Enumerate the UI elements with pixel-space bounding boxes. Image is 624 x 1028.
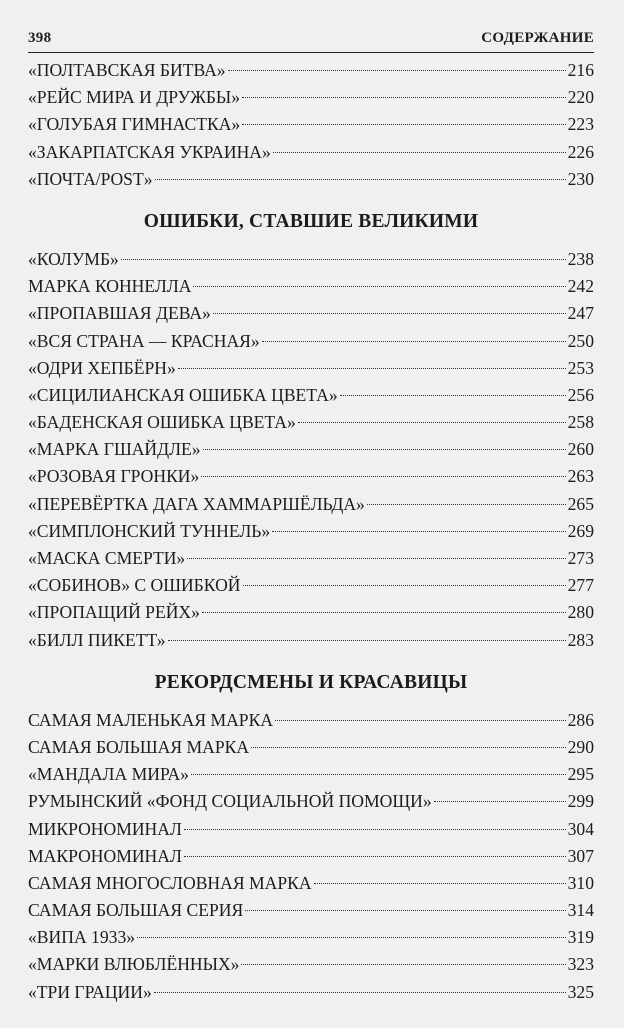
entry-title: «БАДЕНСКАЯ ОШИБКА ЦВЕТА» <box>28 412 296 433</box>
entry-title: «ВИПА 1933» <box>28 927 136 948</box>
section-heading: РЕКОРДСМЕНЫ И КРАСАВИЦЫ <box>154 671 468 693</box>
entry-title: «ПРОПАВШАЯ ДЕВА» <box>28 303 211 324</box>
toc-entry[interactable] <box>28 57 594 84</box>
dot-leader <box>228 70 566 71</box>
entry-page-number: 269 <box>567 520 594 541</box>
entry-page-number: 280 <box>567 602 594 623</box>
dot-leader <box>168 640 566 641</box>
toc-entry[interactable] <box>28 111 594 138</box>
entry-page-number: 273 <box>567 548 594 568</box>
entry-page-number: 299 <box>567 791 594 812</box>
entry-title: «БИЛЛ ПИКЕТТ» <box>28 629 166 650</box>
dot-leader <box>340 395 566 396</box>
entry-page-number: 277 <box>567 575 594 596</box>
toc-entry[interactable] <box>28 599 594 626</box>
dot-leader <box>193 286 565 287</box>
entry-title: «ЗАКАРПАТСКАЯ УКРАИНА» <box>28 141 271 162</box>
dot-leader <box>137 937 566 938</box>
toc-entry[interactable] <box>28 300 594 327</box>
entry-page-number: 256 <box>567 384 594 405</box>
dot-leader <box>213 313 566 314</box>
toc-entry[interactable] <box>28 491 594 518</box>
entry-title: «МАРКИ ВЛЮБЛЁННЫХ» <box>28 954 240 975</box>
entry-title: САМАЯ МНОГОСЛОВНАЯ МАРКА <box>28 872 312 893</box>
entry-title: «МАНДАЛА МИРА» <box>28 764 189 785</box>
entry-title: «ОДРИ ХЕПБЁРН» <box>28 357 176 378</box>
dot-leader <box>262 341 566 342</box>
entry-page-number: 263 <box>567 466 594 487</box>
dot-leader <box>191 774 566 775</box>
entry-page-number: 304 <box>567 818 594 839</box>
dot-leader <box>201 476 565 477</box>
entry-page-number: 283 <box>567 629 594 650</box>
toc-entry[interactable] <box>28 707 594 734</box>
toc-entry[interactable] <box>28 870 594 897</box>
toc-entry[interactable] <box>28 924 594 951</box>
dot-leader <box>243 585 566 586</box>
dot-leader <box>154 992 566 993</box>
entry-page-number: 216 <box>567 60 594 80</box>
entry-page-number: 242 <box>567 276 594 297</box>
entry-page-number: 323 <box>567 954 594 975</box>
dot-leader <box>203 449 566 450</box>
dot-leader <box>272 531 565 532</box>
toc-entry[interactable] <box>28 139 594 166</box>
dot-leader <box>275 720 566 721</box>
entry-title: «СИЦИЛИАНСКАЯ ОШИБКА ЦВЕТА» <box>28 384 338 405</box>
entry-title: «КОЛУМБ» <box>28 248 119 269</box>
dot-leader <box>184 856 566 857</box>
toc-entry[interactable] <box>28 734 594 761</box>
toc-entry[interactable] <box>28 979 594 1006</box>
entry-page-number: 295 <box>567 764 594 785</box>
entry-title: РУМЫНСКИЙ «ФОНД СОЦИАЛЬНОЙ ПОМОЩИ» <box>28 791 432 812</box>
dot-leader <box>434 801 566 802</box>
dot-leader <box>187 558 565 559</box>
entry-title: САМАЯ БОЛЬШАЯ МАРКА <box>28 736 250 757</box>
toc-entry[interactable] <box>28 951 594 978</box>
dot-leader <box>298 422 566 423</box>
entry-title: «ВСЯ СТРАНА — КРАСНАЯ» <box>28 330 260 351</box>
entry-page-number: 260 <box>567 439 594 460</box>
entry-title: САМАЯ МАЛЕНЬКАЯ МАРКА <box>28 709 274 730</box>
entry-title: «СОБИНОВ» С ОШИБКОЙ <box>28 575 241 596</box>
entry-title: «ПЕРЕВЁРТКА ДАГА ХАММАРШЁЛЬДА» <box>28 493 365 514</box>
entry-page-number: 226 <box>567 141 594 162</box>
header-rule <box>28 52 594 53</box>
entry-title: «ГОЛУБАЯ ГИМНАСТКА» <box>28 114 241 135</box>
dot-leader <box>121 259 566 260</box>
toc-entry[interactable] <box>28 788 594 815</box>
entry-page-number: 310 <box>567 872 594 893</box>
running-head <box>28 30 594 52</box>
dot-leader <box>242 124 565 125</box>
toc-entry[interactable] <box>28 409 594 436</box>
entry-title: МАКРОНОМИНАЛ <box>28 845 182 866</box>
entry-page-number: 325 <box>567 981 594 1002</box>
dot-leader <box>242 97 566 98</box>
entry-page-number: 247 <box>567 303 594 324</box>
toc-entry[interactable] <box>28 572 594 599</box>
toc-entry[interactable] <box>28 436 594 463</box>
entry-page-number: 223 <box>567 114 594 135</box>
toc-entry[interactable] <box>28 897 594 924</box>
dot-leader <box>155 179 566 180</box>
dot-leader <box>251 747 566 748</box>
dot-leader <box>367 504 566 505</box>
toc-entry[interactable] <box>28 463 594 490</box>
toc-entry[interactable] <box>28 273 594 300</box>
entry-page-number: 253 <box>567 357 594 378</box>
entry-page-number: 258 <box>567 412 594 433</box>
toc-entry[interactable] <box>28 246 594 273</box>
entry-title: «РОЗОВАЯ ГРОНКИ» <box>28 466 200 487</box>
running-title: СОДЕРЖАНИЕ <box>481 30 594 46</box>
entry-title: «МАСКА СМЕРТИ» <box>28 548 186 568</box>
toc-entry[interactable] <box>28 166 594 193</box>
page-number: 398 <box>28 30 52 46</box>
entry-title: «ПОЛТАВСКАЯ БИТВА» <box>28 60 226 80</box>
toc-entry[interactable] <box>28 355 594 382</box>
dot-leader <box>273 152 566 153</box>
table-of-contents <box>28 57 594 1006</box>
dot-leader <box>202 612 566 613</box>
entry-page-number: 220 <box>567 87 594 108</box>
section-heading: ОШИБКИ, СТАВШИЕ ВЕЛИКИМИ <box>143 210 479 232</box>
entry-page-number: 230 <box>567 168 594 189</box>
toc-entry[interactable] <box>28 84 594 111</box>
entry-title: «ПРОПАЩИЙ РЕЙХ» <box>28 602 200 623</box>
toc-entry[interactable] <box>28 382 594 409</box>
entry-title: МИКРОНОМИНАЛ <box>28 818 182 839</box>
toc-entry[interactable] <box>28 328 594 355</box>
toc-entry[interactable] <box>28 545 594 572</box>
toc-entry[interactable] <box>28 627 594 654</box>
entry-page-number: 250 <box>567 330 594 351</box>
dot-leader <box>178 368 566 369</box>
entry-page-number: 290 <box>567 736 594 757</box>
toc-entry[interactable] <box>28 816 594 843</box>
entry-page-number: 286 <box>567 709 594 730</box>
dot-leader <box>245 910 565 911</box>
dot-leader <box>314 883 566 884</box>
entry-title: «ПОЧТА/POST» <box>28 168 153 189</box>
entry-page-number: 319 <box>567 927 594 948</box>
entry-page-number: 238 <box>567 248 594 269</box>
entry-page-number: 307 <box>567 845 594 866</box>
toc-entry[interactable] <box>28 518 594 545</box>
entry-title: МАРКА КОННЕЛЛА <box>28 276 192 297</box>
entry-title: «СИМПЛОНСКИЙ ТУННЕЛЬ» <box>28 520 271 541</box>
entry-title: «МАРКА ГШАЙДЛЕ» <box>28 439 201 460</box>
entry-page-number: 314 <box>567 900 594 921</box>
toc-entry[interactable] <box>28 843 594 870</box>
toc-entry[interactable] <box>28 761 594 788</box>
entry-title: САМАЯ БОЛЬШАЯ СЕРИЯ <box>28 900 244 921</box>
dot-leader <box>184 829 566 830</box>
dot-leader <box>241 964 565 965</box>
entry-page-number: 265 <box>567 493 594 514</box>
entry-title: «РЕЙС МИРА И ДРУЖБЫ» <box>28 87 241 108</box>
entry-title: «ТРИ ГРАЦИИ» <box>28 981 152 1002</box>
